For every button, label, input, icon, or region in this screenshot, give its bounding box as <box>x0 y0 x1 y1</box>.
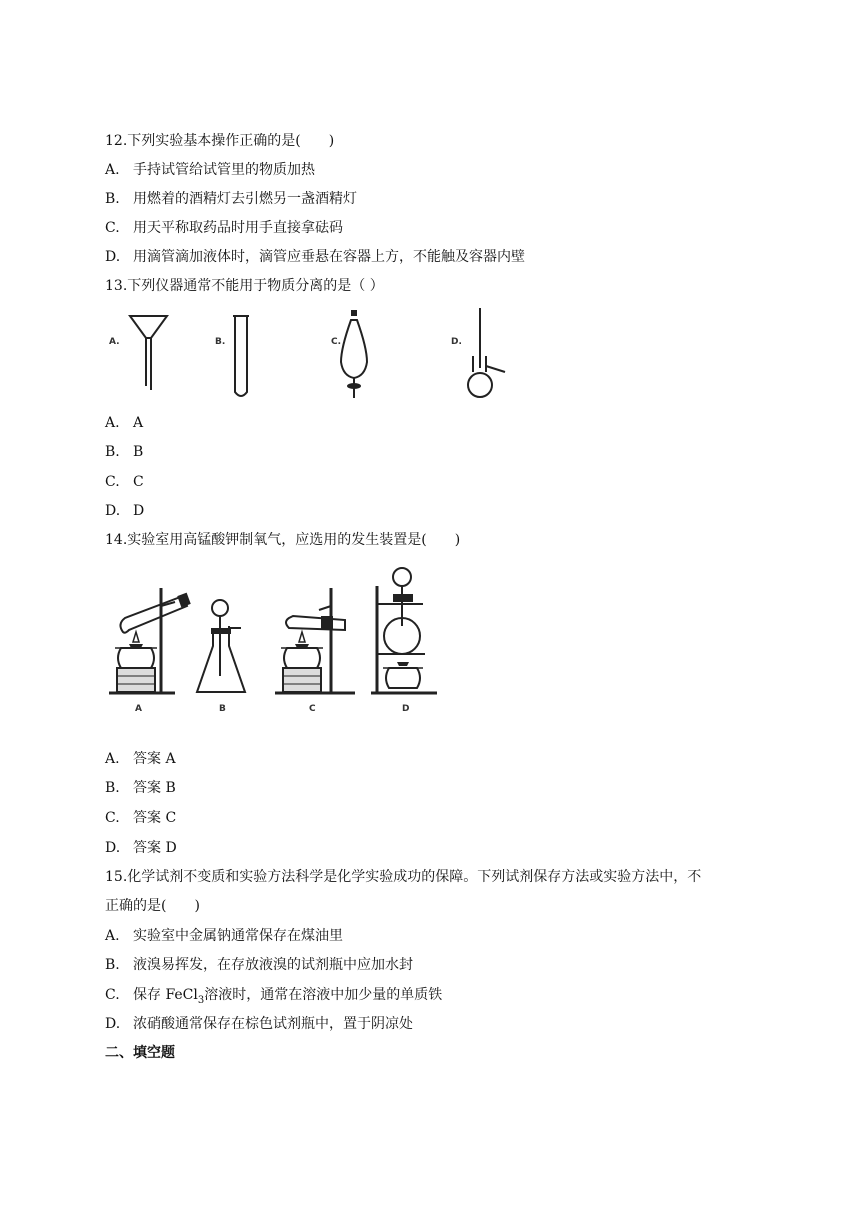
q14-option-c <box>105 808 176 828</box>
option-letter: C. <box>105 987 120 1003</box>
q13-apparatus-figure <box>105 308 525 408</box>
option-text: B <box>133 444 144 460</box>
option-letter: D. <box>105 840 121 856</box>
q12-option-d <box>105 247 525 267</box>
setup-a-icon <box>109 588 191 714</box>
q14-option-d <box>105 838 177 858</box>
option-letter: D. <box>105 1016 121 1032</box>
figure-label-c: C <box>309 704 316 714</box>
q13-option-a <box>105 413 143 433</box>
q13-option-c <box>105 472 144 492</box>
q15-option-b <box>105 955 413 975</box>
option-text: 答案 D <box>133 840 177 856</box>
option-letter: B. <box>105 780 120 796</box>
q12-option-c <box>105 218 343 238</box>
setup-b-icon <box>197 600 245 714</box>
option-letter: C. <box>105 220 120 236</box>
q14-option-a <box>105 749 176 769</box>
section-heading: 二、填空题 <box>105 1045 175 1061</box>
option-letter: A. <box>105 415 120 431</box>
option-letter: B. <box>105 957 120 973</box>
option-text: 液溴易挥发，在存放液溴的试剂瓶中应加水封 <box>133 957 413 973</box>
q15-option-a <box>105 926 343 946</box>
figure-label-a: A. <box>109 337 120 347</box>
setup-c-icon <box>275 588 355 714</box>
option-letter: D. <box>105 249 121 265</box>
q15-stem-line1: 15.化学试剂不变质和实验方法科学是化学实验成功的保障。下列试剂保存方法或实验方法中，不 <box>105 869 702 885</box>
option-letter: C. <box>105 810 120 826</box>
option-letter: B. <box>105 444 120 460</box>
distillation-flask-icon <box>451 308 505 397</box>
setup-d-icon <box>371 568 437 714</box>
figure-label-a: A <box>135 704 142 714</box>
option-text: D <box>133 503 145 519</box>
option-letter: A. <box>105 162 120 178</box>
figure-label-c: C. <box>331 337 342 347</box>
q14-stem: 14.实验室用高锰酸钾制氧气，应选用的发生装置是( ) <box>105 532 461 548</box>
figure-label-b: B. <box>215 337 226 347</box>
option-letter: B. <box>105 191 120 207</box>
option-text: 浓硝酸通常保存在棕色试剂瓶中，置于阴凉处 <box>133 1016 413 1032</box>
option-text: 手持试管给试管里的物质加热 <box>133 162 315 178</box>
q12-stem: 12.下列实验基本操作正确的是( ) <box>105 133 335 149</box>
option-text-before: 保存 FeCl <box>133 987 198 1003</box>
q15-stem-line2: 正确的是( ) <box>105 898 200 914</box>
figure-label-b: B <box>219 704 226 714</box>
q13-option-d <box>105 501 144 521</box>
option-text: 用天平称取药品时用手直接拿砝码 <box>133 220 343 236</box>
option-text: 答案 A <box>133 751 176 767</box>
figure-label-d: D. <box>451 337 462 347</box>
q12-option-b <box>105 189 357 209</box>
option-letter: D. <box>105 503 121 519</box>
option-letter: A. <box>105 928 120 944</box>
option-text: 用滴管滴加液体时，滴管应垂悬在容器上方，不能触及容器内壁 <box>133 249 525 265</box>
separatory-funnel-icon <box>331 310 367 398</box>
q14-option-b <box>105 778 176 798</box>
q13-stem: 13.下列仪器通常不能用于物质分离的是（ ） <box>105 278 384 294</box>
option-text: A <box>133 415 144 431</box>
option-letter: A. <box>105 751 120 767</box>
funnel-icon <box>109 316 167 390</box>
q12-option-a <box>105 160 315 180</box>
option-text: 实验室中金属钠通常保存在煤油里 <box>133 928 343 944</box>
test-tube-icon <box>215 316 249 396</box>
chemical-subscript: 3 <box>197 994 205 1006</box>
q15-option-c <box>105 985 442 1011</box>
option-text: 答案 C <box>133 810 177 826</box>
q15-option-d <box>105 1014 413 1034</box>
option-text-after: 溶液时，通常在溶液中加少量的单质铁 <box>204 987 443 1003</box>
q13-option-b <box>105 442 143 462</box>
figure-label-d: D <box>402 704 410 714</box>
option-letter: C. <box>105 474 120 490</box>
option-text: 答案 B <box>133 780 176 796</box>
option-text: 用燃着的酒精灯去引燃另一盏酒精灯 <box>133 191 357 207</box>
q14-apparatus-figure <box>105 566 445 716</box>
option-text: C <box>133 474 144 490</box>
